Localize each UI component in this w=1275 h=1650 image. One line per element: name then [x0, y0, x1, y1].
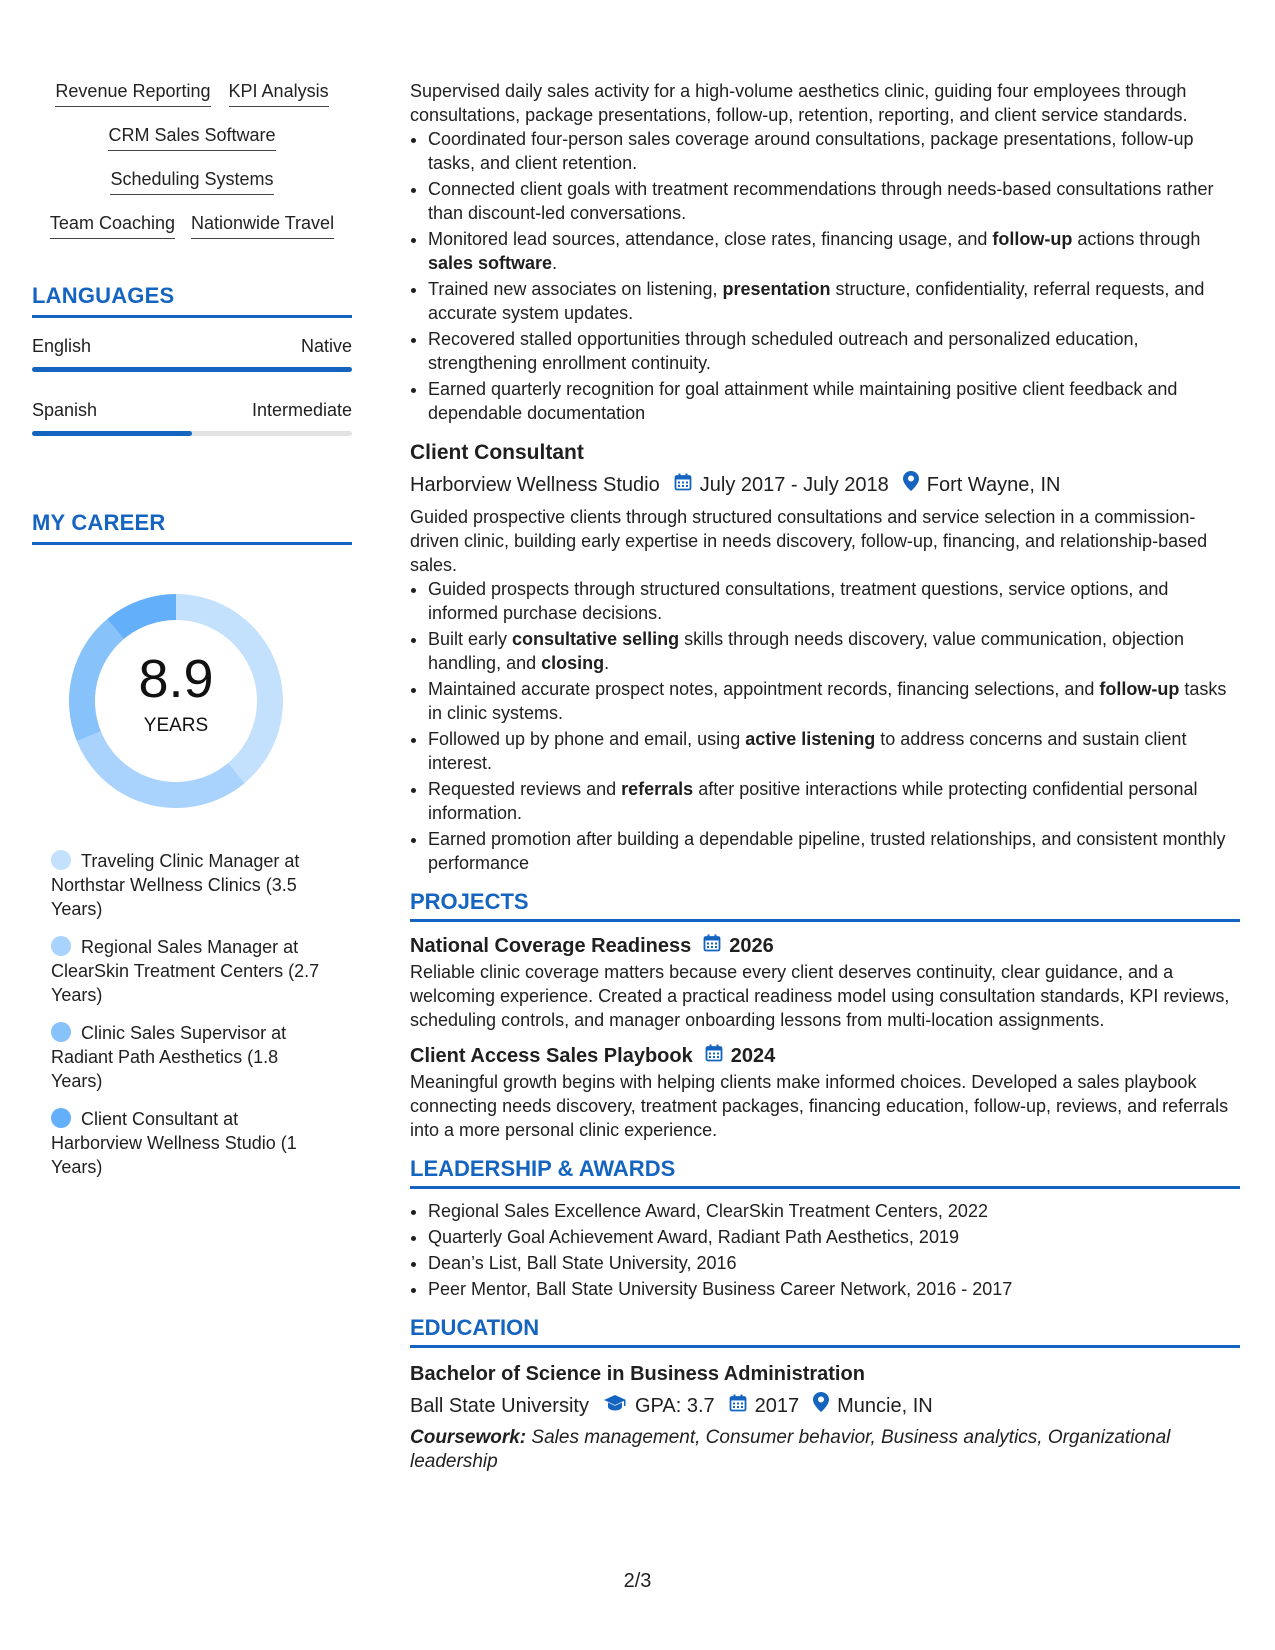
- bullet-item: • Guided prospects through structured consultations, treatment questions, service options, and informed purchase decisions.: [428, 577, 1240, 625]
- skill-tag: Revenue Reporting: [55, 80, 210, 107]
- award-item: • Regional Sales Excellence Award, ClearSkin Treatment Centers, 2022: [428, 1199, 1240, 1223]
- skills-list: [32, 80, 352, 239]
- legend-item: Traveling Clinic Manager at Northstar Wellness Clinics (3.5 Years): [51, 851, 300, 919]
- education-heading: EDUCATION: [410, 1315, 1240, 1348]
- legend-dot: [51, 936, 71, 956]
- language-bar: [32, 367, 352, 372]
- job-bullets: [410, 577, 1240, 875]
- degree-title: Bachelor of Science in Business Administration: [410, 1363, 865, 1385]
- project-title: National Coverage Readiness: [410, 935, 692, 957]
- project-item: [410, 1042, 1240, 1142]
- project-year: 2024: [730, 1045, 776, 1067]
- page-number: 2/3: [623, 1570, 652, 1592]
- bullet-item: • Requested reviews and referrals after positive interactions while protecting confidential personal information.: [428, 777, 1240, 825]
- bullet-item: • Earned promotion after building a dependable pipeline, trusted relationships, and consistent monthly performance: [428, 827, 1240, 875]
- education-meta: [410, 1392, 1240, 1420]
- bullet-item: • Maintained accurate prospect notes, appointment records, financing selections, and follow-up tasks in clinic systems.: [428, 677, 1240, 725]
- award-item: • Peer Mentor, Ball State University Business Career Network, 2016 - 2017: [428, 1277, 1240, 1301]
- legend-dot: [51, 1022, 71, 1042]
- skill-tag: Scheduling Systems: [110, 168, 273, 195]
- language-item: [32, 400, 352, 436]
- career-legend: [32, 849, 321, 1179]
- left-column: [32, 80, 352, 1193]
- bullet-item: • Coordinated four-person sales coverage around consultations, package presentations, follow-up tasks, and client retention.: [428, 127, 1240, 175]
- language-name: Spanish: [32, 400, 98, 420]
- projects-heading: PROJECTS: [410, 889, 1240, 922]
- language-name: English: [32, 336, 92, 356]
- award-item: • Quarterly Goal Achievement Award, Radiant Path Aesthetics, 2019: [428, 1225, 1240, 1249]
- bullet-item: • Trained new associates on listening, presentation structure, confidentiality, referral requests, and accurate system updates.: [428, 277, 1240, 325]
- bullet-item: • Connected client goals with treatment recommendations through needs-based consultations rather than discount-led conversations.: [428, 177, 1240, 225]
- job-dates: July 2017 - July 2018: [699, 474, 889, 496]
- school-name: Ball State University: [410, 1395, 589, 1417]
- right-column: [410, 79, 1240, 1474]
- language-level: Intermediate: [251, 400, 352, 420]
- language-bar-fill: [32, 367, 352, 372]
- bullet-item: • Monitored lead sources, attendance, close rates, financing usage, and follow-up actions through sales software.: [428, 227, 1240, 275]
- job-title: Client Consultant: [410, 441, 584, 464]
- legend-item: Regional Sales Manager at ClearSkin Treatment Centers (2.7 Years): [51, 937, 320, 1005]
- gpa: GPA: 3.7: [634, 1395, 715, 1417]
- languages-section: [32, 283, 352, 436]
- skill-tag: Team Coaching: [50, 212, 175, 239]
- awards-list: [410, 1199, 1240, 1301]
- calendar-icon: [729, 1392, 747, 1420]
- career-unit: YEARS: [143, 715, 209, 736]
- legend-item: Clinic Sales Supervisor at Radiant Path Aesthetics (1.8 Years): [51, 1023, 287, 1091]
- job-summary: Guided prospective clients through structured consultations and service selection in a commission-driven clinic, building early expertise in needs discovery, follow-up, financing, and relationship-based sales.: [410, 507, 1208, 575]
- bullet-item: • Recovered stalled opportunities through scheduled outreach and personalized education, strengthening enrollment continuity.: [428, 327, 1240, 375]
- company-name: Harborview Wellness Studio: [410, 474, 660, 496]
- career-total: 8.9: [138, 649, 214, 709]
- languages-heading: LANGUAGES: [32, 283, 352, 318]
- calendar-icon: [705, 1042, 723, 1070]
- award-item: • Dean’s List, Ball State University, 2016: [428, 1251, 1240, 1275]
- language-item: [32, 336, 352, 372]
- job-summary: Supervised daily sales activity for a high-volume aesthetics clinic, guiding four employees through consultations, package presentations, follow-up, retention, reporting, and client service standards.: [410, 81, 1188, 125]
- career-heading: MY CAREER: [32, 510, 352, 545]
- career-donut: [56, 581, 296, 821]
- project-description: Reliable clinic coverage matters because every client deserves continuity, clear guidance, and a welcoming experience. Created a practical readiness model using consultation standards, KPI reviews, scheduling controls, and manager onboarding lessons from multi-location assignments.: [410, 962, 1230, 1030]
- job-location: Fort Wayne, IN: [926, 474, 1061, 496]
- bullet-item: • Earned quarterly recognition for goal attainment while maintaining positive client feedback and dependable documentation: [428, 377, 1240, 425]
- bullet-item: • Followed up by phone and email, using active listening to address concerns and sustain client interest.: [428, 727, 1240, 775]
- bullet-item: • Built early consultative selling skills through needs discovery, value communication, objection handling, and closing.: [428, 627, 1240, 675]
- language-level: Native: [300, 336, 352, 356]
- calendar-icon: [674, 471, 692, 499]
- language-bar-fill: [32, 431, 192, 436]
- graduation-cap-icon: [603, 1392, 627, 1420]
- project-description: Meaningful growth begins with helping clients make informed choices. Developed a sales playbook connecting needs discovery, treatment packages, financing education, follow-up, reviews, and referrals into a more personal clinic experience.: [410, 1072, 1229, 1140]
- job-bullets: [410, 127, 1240, 425]
- legend-item: Client Consultant at Harborview Wellness Studio (1 Years): [51, 1109, 297, 1177]
- location-pin-icon: [813, 1392, 829, 1420]
- career-section: [32, 510, 352, 1179]
- coursework: Coursework: Sales management, Consumer behavior, Business analytics, Organizational leadership: [410, 1427, 1171, 1472]
- graduation-year: 2017: [754, 1395, 800, 1417]
- school-location: Muncie, IN: [837, 1395, 933, 1417]
- awards-heading: LEADERSHIP & AWARDS: [410, 1156, 1240, 1189]
- location-pin-icon: [903, 471, 919, 499]
- skill-tag: Nationwide Travel: [191, 212, 334, 239]
- project-year: 2026: [729, 935, 774, 957]
- language-bar: [32, 431, 352, 436]
- skill-tag: KPI Analysis: [229, 80, 329, 107]
- project-item: [410, 932, 1240, 1032]
- job-meta: [410, 471, 1240, 499]
- legend-dot: [51, 850, 71, 870]
- calendar-icon: [703, 932, 721, 960]
- skill-tag: CRM Sales Software: [108, 124, 275, 151]
- project-title: Client Access Sales Playbook: [410, 1045, 693, 1067]
- legend-dot: [51, 1108, 71, 1128]
